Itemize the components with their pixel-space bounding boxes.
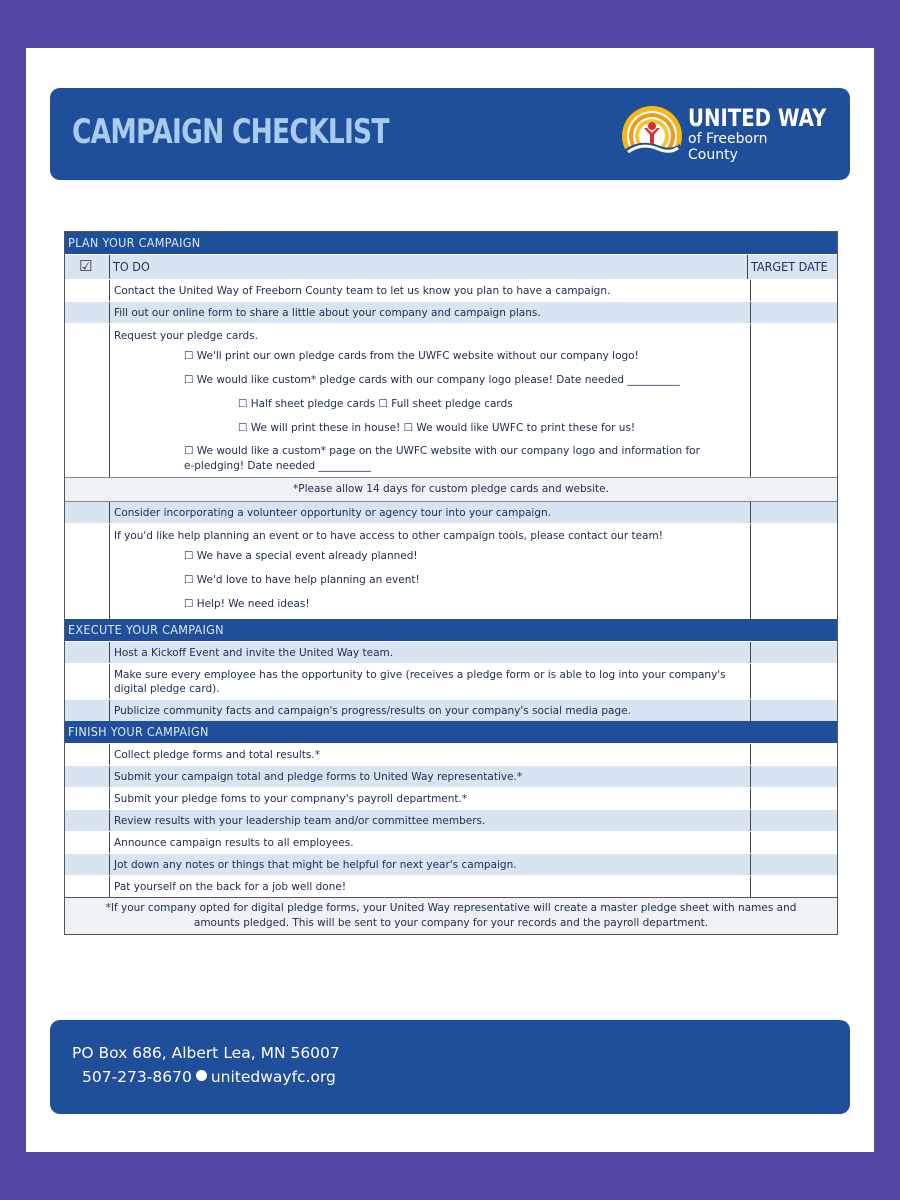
pledge-option-web[interactable]: ☐ We would like a custom* page on the UWFC website with our company logo and information for e-pledging! Date needed __________: [184, 445, 700, 472]
target-date-cell[interactable]: [751, 876, 837, 897]
target-date-cell[interactable]: [751, 524, 837, 619]
task-block-events: [110, 524, 751, 619]
table-row: [65, 743, 837, 765]
footer-banner: [50, 1020, 850, 1114]
target-date-column-header: TARGET DATE: [751, 259, 828, 274]
final-note: *If your company opted for digital pledge forms, your United Way representative will create a master pledge sheet with names and amounts pledged. This will be sent to your company for your records and the payroll department.: [105, 902, 797, 929]
event-option[interactable]: ☐ Help! We need ideas!: [184, 598, 310, 610]
task-text: Request your pledge cards.: [114, 330, 258, 342]
target-date-cell[interactable]: [751, 788, 837, 809]
task-text: Submit your pledge foms to your compnany's payroll department.*: [110, 788, 751, 809]
row-checkbox[interactable]: [65, 502, 110, 523]
notice-row: [65, 477, 837, 501]
column-header-row: [65, 254, 837, 279]
table-row: [65, 765, 837, 787]
row-checkbox[interactable]: [65, 302, 110, 323]
task-text: Submit your campaign total and pledge forms to United Way representative.*: [110, 766, 751, 787]
table-row: [65, 809, 837, 831]
table-row: [65, 699, 837, 721]
row-checkbox[interactable]: [65, 832, 110, 853]
table-row: [65, 323, 837, 477]
row-checkbox[interactable]: [65, 854, 110, 875]
task-text: Make sure every employee has the opportunity to give (receives a pledge form or is able to log into your company's digital pledge card).: [110, 664, 751, 699]
footer-website-link[interactable]: unitedwayfc.org: [210, 1068, 336, 1086]
table-row: [65, 787, 837, 809]
row-checkbox[interactable]: [65, 766, 110, 787]
task-text: If you'd like help planning an event or to have access to other campaign tools, please contact our team!: [114, 530, 663, 542]
final-note-row: [65, 897, 837, 934]
checkbox-checked-icon: ☑: [79, 257, 93, 275]
footer-phone[interactable]: 507-273-8670: [82, 1068, 192, 1086]
task-text: Review results with your leadership team and/or committee members.: [110, 810, 751, 831]
target-date-cell[interactable]: [751, 642, 837, 663]
custom-notice: *Please allow 14 days for custom pledge cards and website.: [293, 483, 609, 495]
target-date-cell[interactable]: [751, 502, 837, 523]
event-option[interactable]: ☐ We'd love to have help planning an event!: [184, 574, 420, 586]
row-checkbox[interactable]: [65, 744, 110, 765]
pledge-option-size[interactable]: ☐ Half sheet pledge cards ☐ Full sheet pledge cards: [238, 398, 513, 410]
task-text: Consider incorporating a volunteer opportunity or agency tour into your campaign.: [110, 502, 751, 523]
bullet-dot-icon: [196, 1070, 207, 1081]
table-row: [65, 279, 837, 301]
table-row: [65, 853, 837, 875]
task-text: Host a Kickoff Event and invite the United Way team.: [110, 642, 751, 663]
table-row: [65, 875, 837, 897]
row-checkbox[interactable]: [65, 324, 110, 477]
task-text: Announce campaign results to all employees.: [110, 832, 751, 853]
row-checkbox[interactable]: [65, 642, 110, 663]
section-execute-header: EXECUTE YOUR CAMPAIGN: [65, 619, 837, 641]
pledge-option-own[interactable]: ☐ We'll print our own pledge cards from the UWFC website without our company logo!: [184, 350, 639, 362]
target-date-cell[interactable]: [751, 766, 837, 787]
united-way-logo-icon: [620, 104, 684, 168]
table-row: [65, 501, 837, 523]
target-date-cell[interactable]: [751, 324, 837, 477]
header-banner: [50, 88, 850, 180]
row-checkbox[interactable]: [65, 788, 110, 809]
pledge-option-print[interactable]: ☐ We will print these in house! ☐ We would like UWFC to print these for us!: [238, 422, 636, 434]
row-checkbox[interactable]: [65, 280, 110, 301]
checklist-table: [64, 231, 838, 935]
united-way-logo: [620, 100, 850, 168]
row-checkbox[interactable]: [65, 876, 110, 897]
table-row: [65, 663, 837, 699]
todo-column-header: TO DO: [110, 255, 748, 279]
task-text: Fill out our online form to share a little about your company and campaign plans.: [110, 302, 751, 323]
table-row: [65, 641, 837, 663]
row-checkbox[interactable]: [65, 664, 110, 699]
section-finish-header: FINISH YOUR CAMPAIGN: [65, 721, 837, 743]
table-row: [65, 301, 837, 323]
logo-subtitle-line2: County: [688, 147, 738, 163]
task-text: Collect pledge forms and total results.*: [110, 744, 751, 765]
row-checkbox[interactable]: [65, 524, 110, 619]
row-checkbox[interactable]: [65, 700, 110, 721]
logo-title: UNITED WAY: [688, 104, 827, 132]
checklist-sheet: [26, 48, 874, 1152]
table-row: [65, 523, 837, 619]
target-date-cell[interactable]: [751, 302, 837, 323]
target-date-cell[interactable]: [751, 280, 837, 301]
page-title: CAMPAIGN CHECKLIST: [72, 112, 389, 152]
task-block-pledge-cards: [110, 324, 751, 477]
target-date-cell[interactable]: [751, 810, 837, 831]
target-date-cell[interactable]: [751, 832, 837, 853]
target-date-cell[interactable]: [751, 700, 837, 721]
section-plan-header: PLAN YOUR CAMPAIGN: [65, 232, 837, 254]
logo-subtitle: [688, 131, 768, 163]
table-row: [65, 831, 837, 853]
check-column-header: [65, 255, 110, 279]
target-date-cell[interactable]: [751, 744, 837, 765]
target-date-cell[interactable]: [751, 854, 837, 875]
logo-subtitle-line1: of Freeborn: [688, 131, 768, 147]
pledge-option-custom[interactable]: ☐ We would like custom* pledge cards with our company logo please! Date needed __________: [184, 374, 680, 386]
task-text: Jot down any notes or things that might be helpful for next year's campaign.: [110, 854, 751, 875]
row-checkbox[interactable]: [65, 810, 110, 831]
event-option[interactable]: ☐ We have a special event already planned!: [184, 550, 418, 562]
task-text: Contact the United Way of Freeborn County team to let us know you plan to have a campaign.: [110, 280, 751, 301]
footer-contact: [82, 1068, 336, 1086]
target-date-cell[interactable]: [751, 664, 837, 699]
task-text: Publicize community facts and campaign's progress/results on your company's social media page.: [110, 700, 751, 721]
task-text: Pat yourself on the back for a job well done!: [110, 876, 751, 897]
footer-address: PO Box 686, Albert Lea, MN 56007: [72, 1044, 340, 1062]
